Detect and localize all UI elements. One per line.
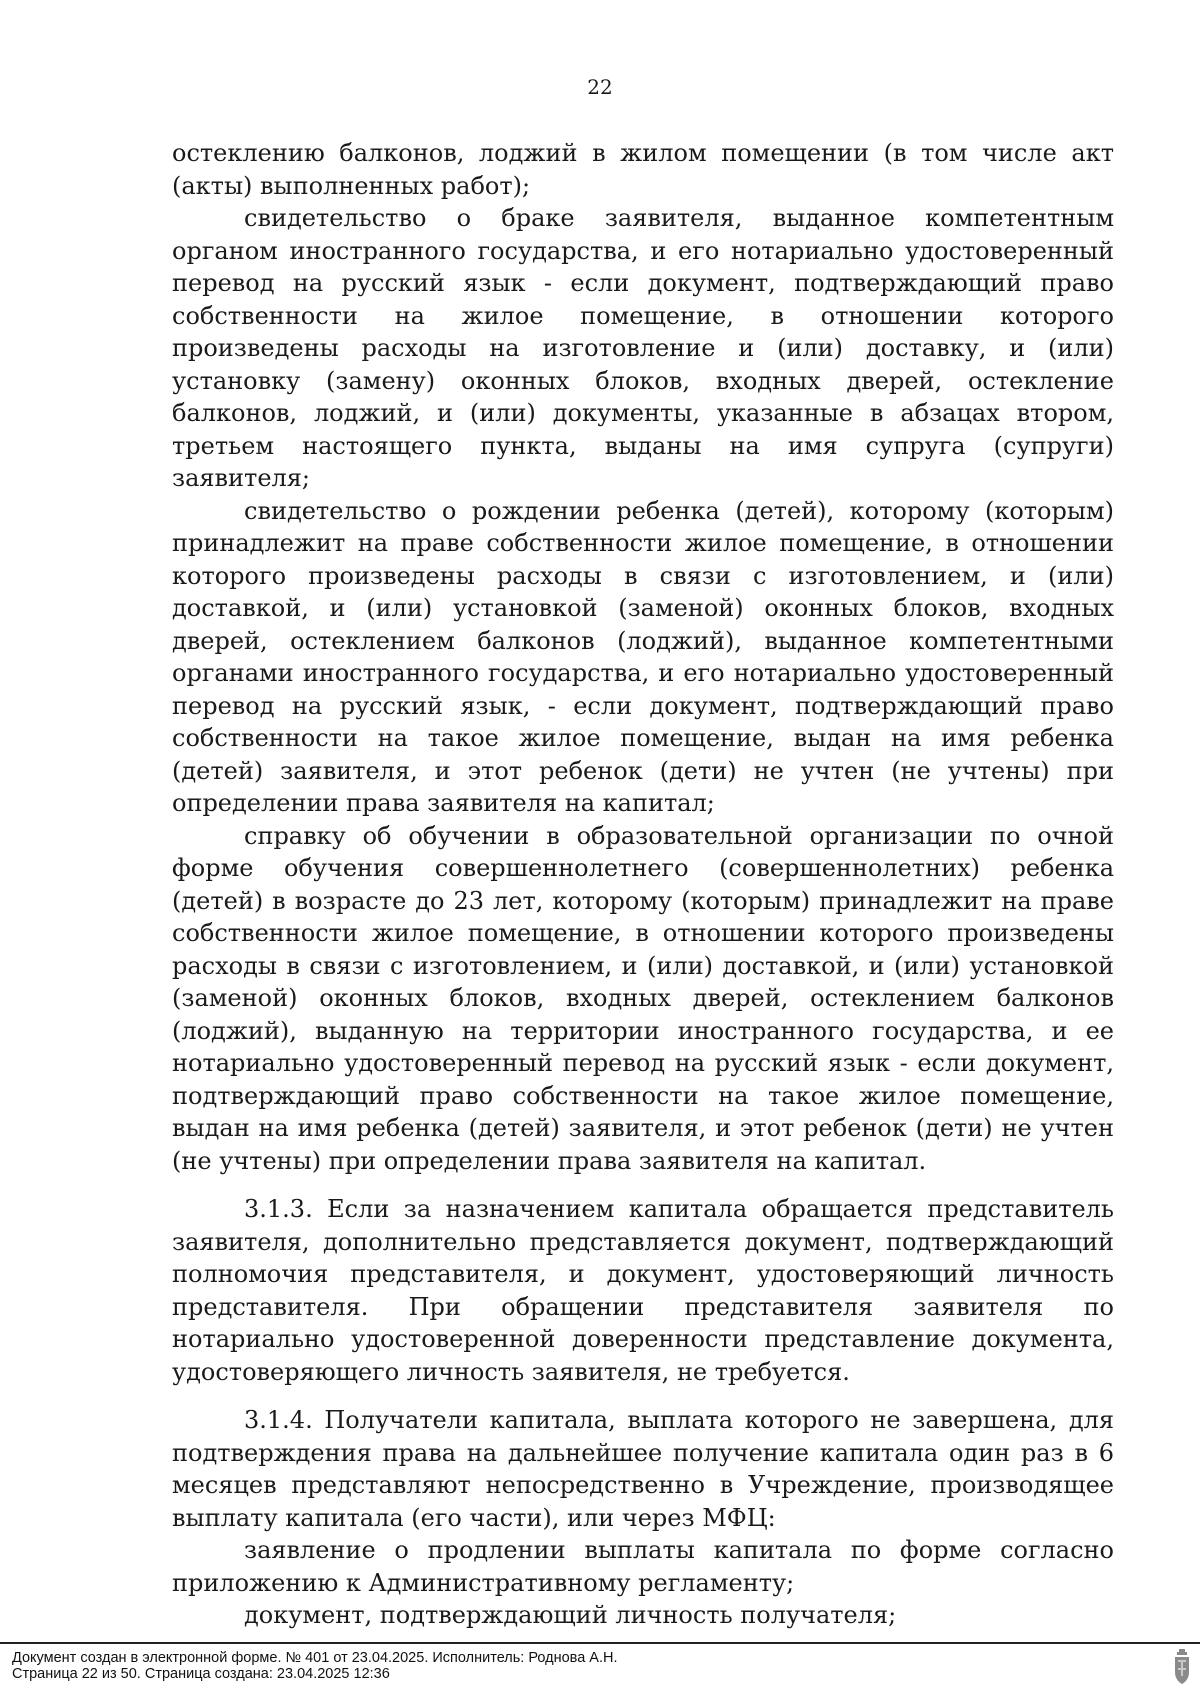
section-3-1-3: 3.1.3. Если за назначением капитала обращается представитель заявителя, дополнительно представляется документ, подтверждающий полномочия представителя, и документ, удостоверяющий личность представителя. При обращении представителя заявителя по нотариально удостоверенной доверенности представление документа, удостоверяющего личность заявителя, не требуется.: [172, 1195, 1114, 1386]
section-3-1-4: 3.1.4. Получатели капитала, выплата которого не завершена, для подтверждения права на дальнейшее получение капитала один раз в 6 месяцев представляют непосредственно в Учреждение, производящее выплату капитала (его части), или через МФЦ:: [172, 1406, 1114, 1532]
page-number: 22: [587, 75, 613, 99]
paragraph-marriage-certificate: свидетельство о браке заявителя, выданное компетентным органом иностранного государства, и его нотариально удостоверенный перевод на русский язык - если документ, подтверждающий право собственности на жилое помещение, в отношении которого произведены расходы на изготовление и (или) доставку, и (или) установку (замену) оконных блоков, входных дверей, остекление балконов, лоджий, и (или) документы, указанные в абзацах втором, третьем настоящего пункта, выданы на имя супруга (супруги) заявителя;: [172, 204, 1114, 492]
footer-page-info: Страница 22 из 50. Страница создана: 23.04.2025 12:36: [12, 1666, 390, 1682]
paragraph-birth-certificate: свидетельство о рождении ребенка (детей), которому (которым) принадлежит на праве собственности жилое помещение, в отношении которого произведены расходы в связи с изготовлением, и (или) доставкой, и (или) установкой (заменой) оконных блоков, входных дверей, остеклением балконов (лоджий), выданное компетентными органами иностранного государства, и его нотариально удостоверенный перевод на русский язык, - если документ, подтверждающий право собственности на такое жилое помещение, выдан на имя ребенка (детей) заявителя, и этот ребенок (дети) не учтен (не учтены) при определении права заявителя на капитал;: [172, 496, 1114, 817]
paragraph-extension-application: заявление о продлении выплаты капитала по форме согласно приложению к Административному регламенту;: [172, 1536, 1114, 1597]
footer-divider: [0, 1642, 1200, 1644]
document-body: [172, 137, 1114, 1632]
coat-of-arms-icon: [1172, 1648, 1192, 1688]
paragraph-identity-document: документ, подтверждающий личность получателя;: [244, 1601, 897, 1629]
paragraph-education-certificate: справку об обучении в образовательной организации по очной форме обучения совершеннолетнего (совершеннолетних) ребенка (детей) в возрасте до 23 лет, которому (которым) принадлежит на праве собственности жилое помещение, в отношении которого произведены расходы в связи с изготовлением, и (или) доставкой, и (или) установкой (заменой) оконных блоков, входных дверей, остеклением балконов (лоджий), выданную на территории иностранного государства, и ее нотариально удостоверенный перевод на русский язык - если документ, подтверждающий право собственности на такое жилое помещение, выдан на имя ребенка (детей) заявителя, и этот ребенок (дети) не учтен (не учтены) при определении права заявителя на капитал.: [172, 821, 1114, 1175]
paragraph-continuation: остеклению балконов, лоджий в жилом помещении (в том числе акт (акты) выполненных работ);: [172, 139, 1114, 200]
footer-document-info: Документ создан в электронной форме. № 401 от 23.04.2025. Исполнитель: Роднова А.Н.: [12, 1650, 618, 1666]
footer: [12, 1650, 618, 1682]
